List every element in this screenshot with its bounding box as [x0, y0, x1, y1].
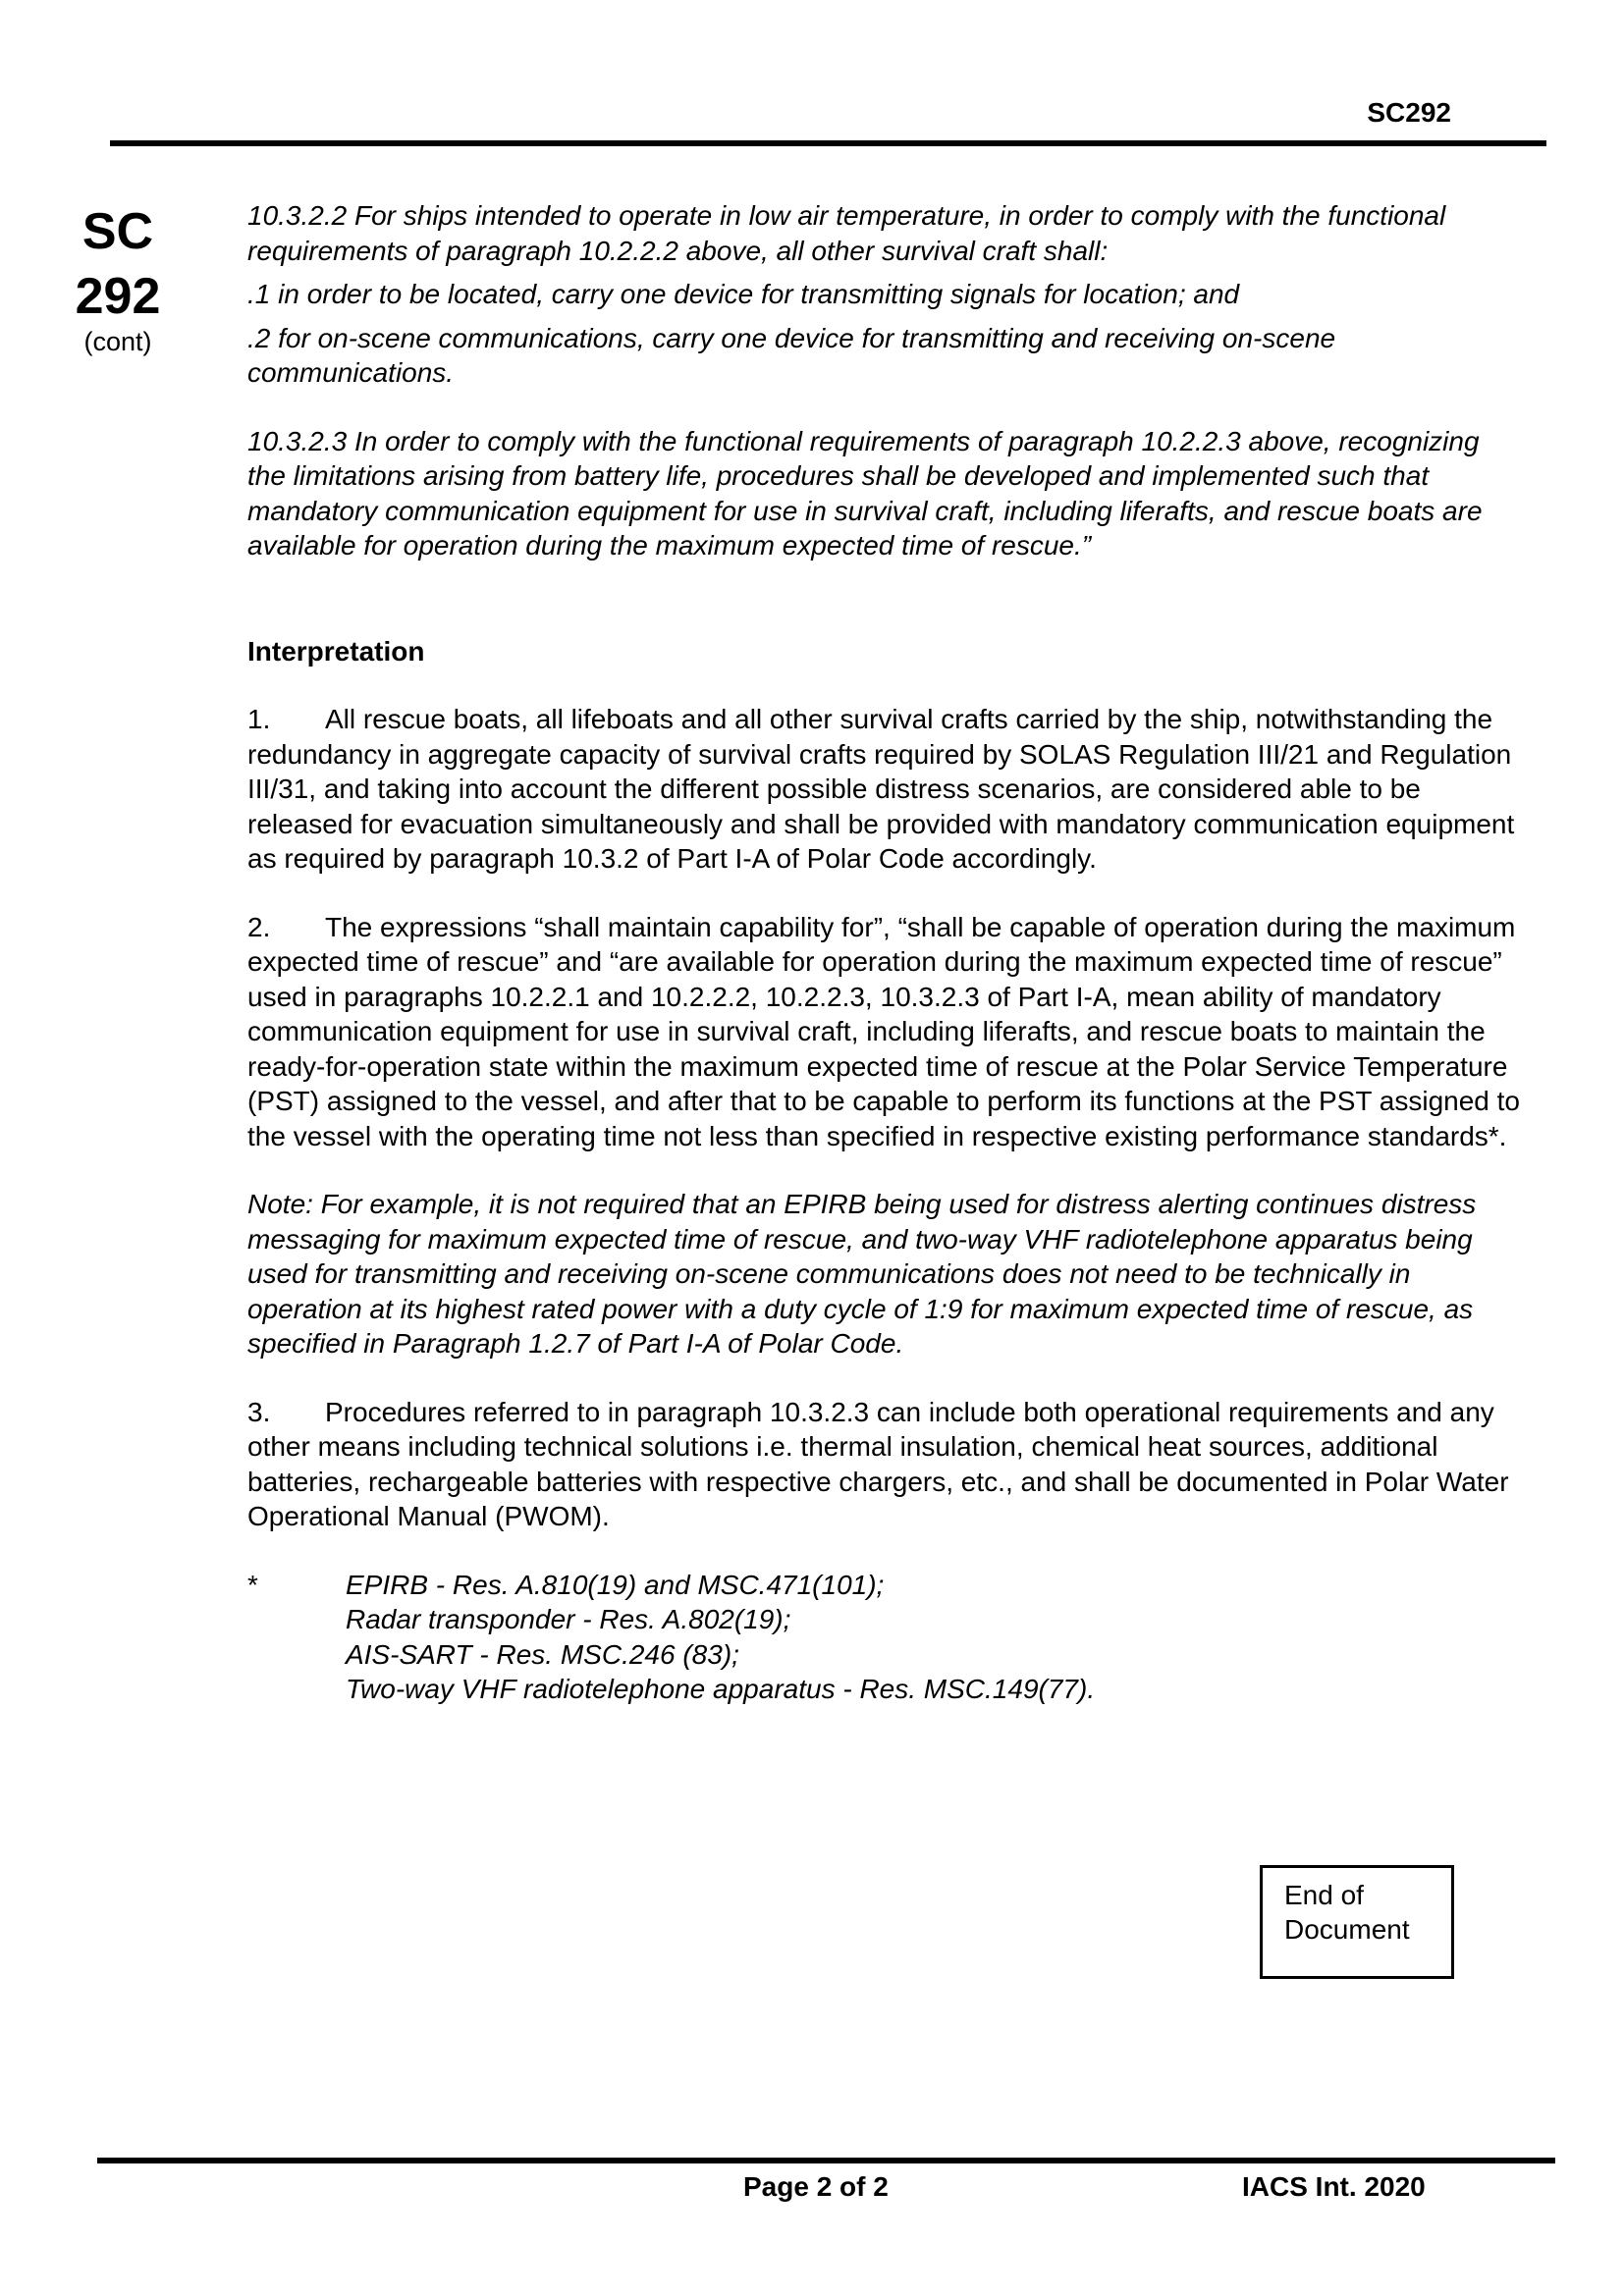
interpretation-item-3 [247, 1395, 1524, 1534]
item-text: All rescue boats, all lifeboats and all other survival crafts carried by the ship, notwithstanding the redundancy in aggregate capacity of survival crafts required by SOLAS Regulation III/21 and Regulation III/31, and taking into account the different possible distress scenarios, are considered able to be released for evacuation simultaneously and shall be provided with mandatory communication equipment as required by paragraph 10.3.2 of Part I-A of Polar Code accordingly. [247, 704, 1515, 874]
margin-tag-number: 292 [75, 268, 161, 325]
document-body [247, 198, 1524, 1707]
footnote-ref-epirb: EPIRB - Res. A.810(19) and MSC.471(101); [346, 1569, 885, 1600]
item-number: 3. [247, 1396, 271, 1427]
footnote-references [346, 1568, 1095, 1707]
subparagraph-2: .2 for on-scene communications, carry one device for transmitting and receiving on-scene communications. [247, 322, 1336, 388]
header-rule [110, 140, 1546, 146]
paragraph-10-3-2-2: 10.3.2.2 For ships intended to operate in low air temperature, in order to comply with the functional requirements of paragraph 10.2.2.2 above, all other survival craft shall: [247, 200, 1446, 266]
subparagraph-1: .1 in order to be located, carry one device for transmitting signals for location; and [247, 279, 1240, 309]
footnote-ref-radar-transponder: Radar transponder - Res. A.802(19); [346, 1604, 791, 1634]
margin-tag-cont: (cont) [83, 327, 152, 356]
footer-page-number: Page 2 of 2 [743, 2171, 889, 2202]
interpretation-heading: Interpretation [247, 635, 425, 667]
note-paragraph: Note: For example, it is not required that an EPIRB being used for distress alerting continues distress messaging for maximum expected time of rescue, and two-way VHF radiotelephone apparatus being used for transmitting and receiving on-scene communications does not need to be technically in operation at its highest rated power with a duty cycle of 1:9 for maximum expected time of rescue, as specified in Paragraph 1.2.7 of Part I-A of Polar Code. [247, 1189, 1477, 1359]
margin-tag [49, 199, 187, 356]
end-box-line-2: Document [1284, 1914, 1410, 1945]
footnote-marker: * [247, 1569, 258, 1600]
footnote [247, 1568, 1524, 1707]
end-of-document-box [1260, 1865, 1454, 1979]
end-box-line-1: End of [1284, 1880, 1364, 1910]
interpretation-item-2 [247, 910, 1524, 1154]
footnote-ref-ais-sart: AIS-SART - Res. MSC.246 (83); [346, 1638, 739, 1670]
interpretation-item-1 [247, 702, 1524, 877]
item-text: The expressions “shall maintain capability for”, “shall be capable of operation during the maximum expected time of rescue” and “are available for operation during the maximum expected time of rescue” used in paragraphs 10.2.2.1 and 10.2.2.2, 10.2.2.3, 10.3.2.3 of Part I-A, mean ability of mandatory communication equipment for use in survival craft, including liferafts, and rescue boats to maintain the ready-for-operation state within the maximum expected time of rescue at the Polar Service Temperature (PST) assigned to the vessel, and after that to be capable to perform its functions at the PST assigned to the vessel with the operating time not less than specified in respective existing performance standards*. [247, 911, 1520, 1151]
paragraph-10-3-2-3: 10.3.2.3 In order to comply with the functional requirements of paragraph 10.2.2.3 above, recognizing the limitations arising from battery life, procedures shall be developed and implemented such that mandatory communication equipment for use in survival craft, including liferafts, and rescue boats are available for operation during the maximum expected time of rescue.” [247, 425, 1483, 561]
footnote-ref-vhf-radiotelephone: Two-way VHF radiotelephone apparatus - Res. MSC.149(77). [346, 1674, 1096, 1704]
item-number: 1. [247, 704, 271, 734]
item-text: Procedures referred to in paragraph 10.3.2.3 can include both operational requirements and any other means including technical solutions i.e. thermal insulation, chemical heat sources, additional batteries, rechargeable batteries with respective chargers, etc., and shall be documented in Polar Water Operational Manual (PWOM). [247, 1396, 1509, 1531]
footer-rule [97, 2158, 1555, 2163]
header-document-code: SC292 [1367, 97, 1451, 128]
item-number: 2. [247, 911, 271, 942]
margin-tag-sc: SC [81, 203, 154, 260]
footer-reference: IACS Int. 2020 [1242, 2171, 1426, 2202]
